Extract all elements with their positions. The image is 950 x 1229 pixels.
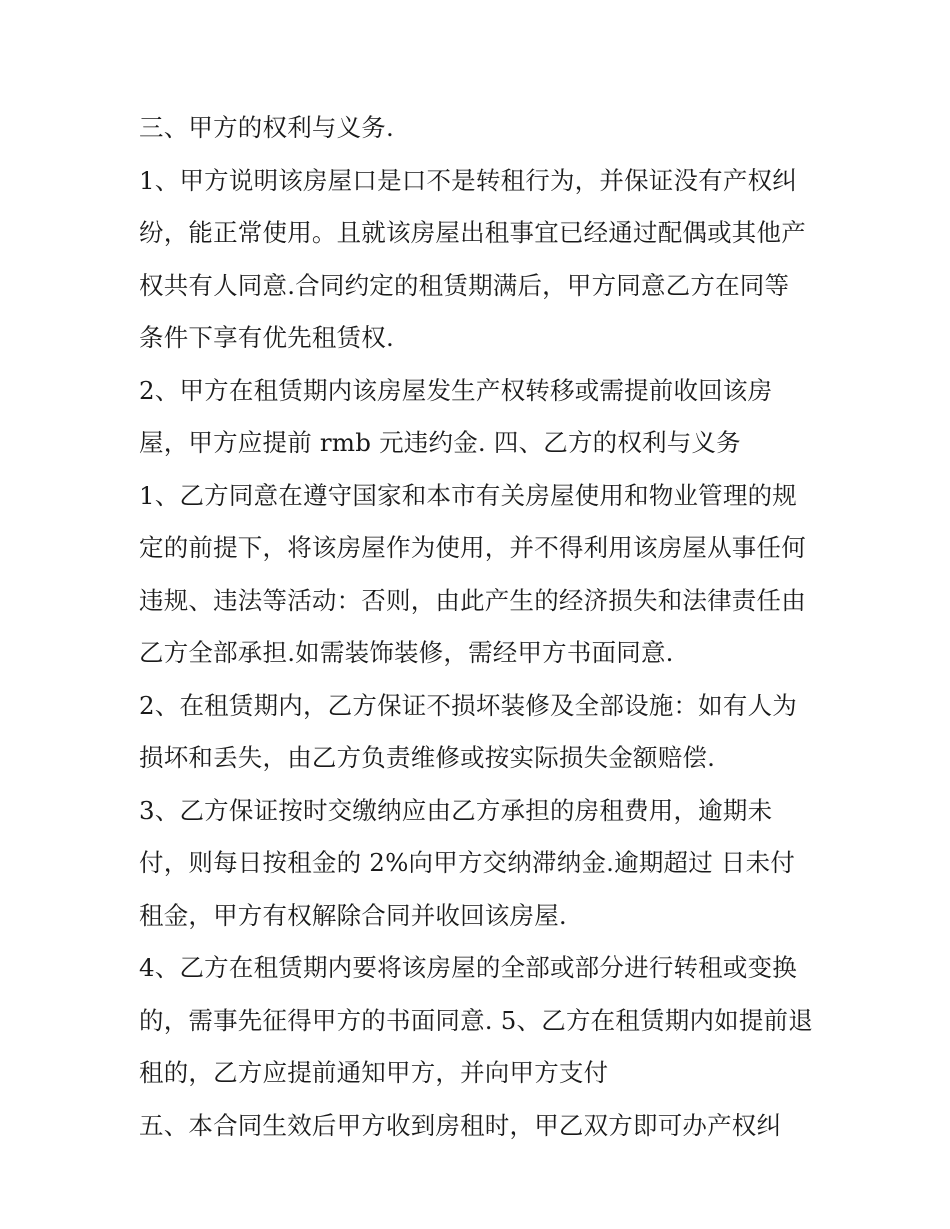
section-heading-3: 三、甲方的权利与义务. [139,113,394,142]
text-line: 租的，乙方应提前通知甲方，并向甲方支付 [139,1058,609,1087]
text-line: 损坏和丢失，由乙方负责维修或按实际损失金额赔偿. [139,743,716,772]
text-line: 乙方全部承担.如需装饰装修，需经甲方书面同意. [139,638,674,667]
section-heading-5: 五、本合同生效后甲方收到房租时，甲乙双方即可办产权纠 [139,1110,782,1140]
text-line: 租金，甲方有权解除合同并收回该房屋. [139,900,567,930]
text-line: 屋，甲方应提前 rmb 元违约金. 四、乙方的权利与义务 [139,428,741,457]
text-line: 1、甲方说明该房屋口是口不是转租行为，并保证没有产权纠 [139,165,797,195]
text-line: 权共有人同意.合同约定的租赁期满后，甲方同意乙方在同等 [139,270,790,300]
text-line: 1、乙方同意在遵守国家和本市有关房屋使用和物业管理的规 [139,480,797,510]
text-line: 付，则每日按租金的 2%向甲方交纳滞纳金.逾期超过 日未付 [139,848,796,877]
text-line: 条件下享有优先租赁权. [139,323,394,352]
document-body [139,108,829,1158]
text-line: 定的前提下，将该房屋作为使用，并不得利用该房屋从事任何 [139,533,806,562]
text-line: 违规、违法等活动：否则，由此产生的经济损失和法律责任由 [139,585,806,615]
text-line: 2、甲方在租赁期内该房屋发生产权转移或需提前收回该房 [139,375,773,405]
text-line: 4、乙方在租赁期内要将该房屋的全部或部分进行转租或变换 [139,953,797,982]
text-line: 纷，能正常使用。且就该房屋出租事宜已经通过配偶或其他产 [139,218,806,247]
text-line: 的，需事先征得甲方的书面同意. 5、乙方在租赁期内如提前退 [139,1005,813,1035]
text-line: 2、在租赁期内，乙方保证不损坏装修及全部设施：如有人为 [139,690,797,720]
text-line: 3、乙方保证按时交缴纳应由乙方承担的房租费用，逾期未 [139,795,773,825]
